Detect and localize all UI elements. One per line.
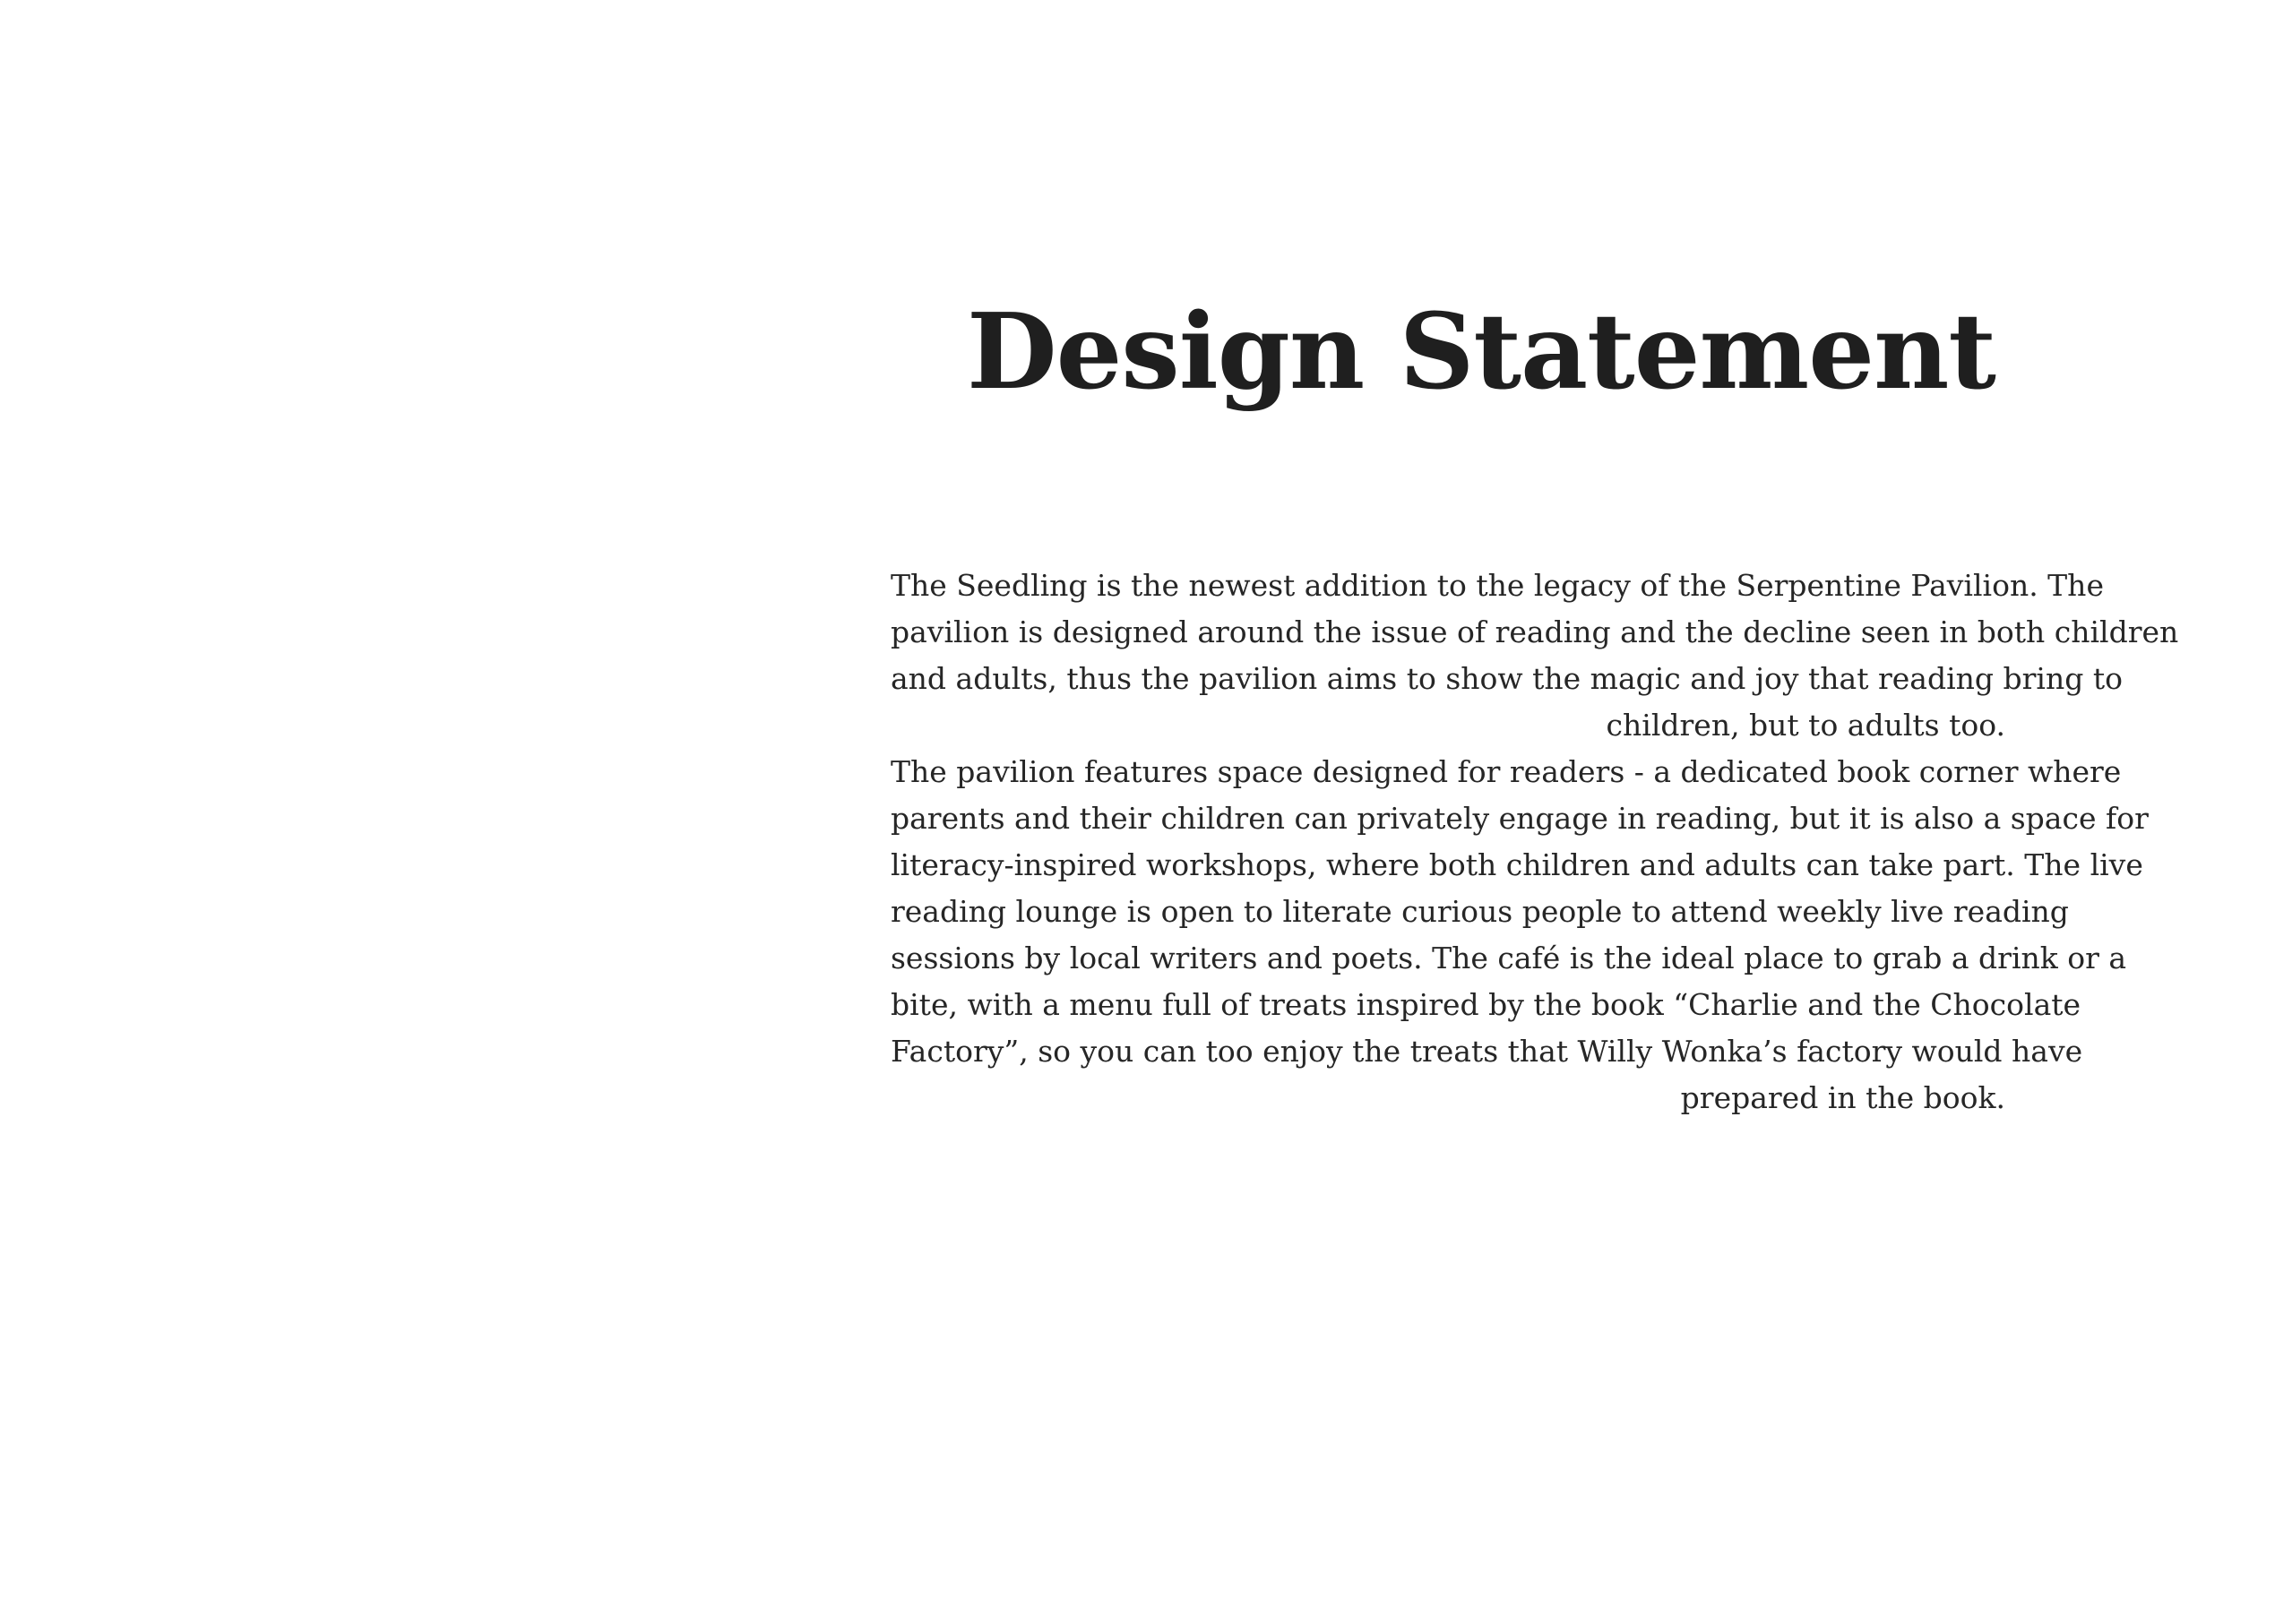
body-line: Factory”, so you can too enjoy the treats that Willy Wonka’s factory would have	[891, 1034, 2083, 1069]
body-line: reading lounge is open to literate curious people to attend weekly live reading	[891, 894, 2069, 929]
body-line: bite, with a menu full of treats inspired by the book “Charlie and the Chocolate	[891, 987, 2081, 1022]
body-line: sessions by local writers and poets. The café is the ideal place to grab a drink or a	[891, 941, 2127, 975]
body-line: The Seedling is the newest addition to the legacy of the Serpentine Pavilion. The	[891, 568, 2104, 603]
design-statement-body	[891, 563, 2179, 1121]
body-line: prepared in the book.	[1680, 1080, 2005, 1115]
body-line: parents and their children can privately engage in reading, but it is also a space for	[891, 801, 2149, 836]
page-title: Design Statement	[967, 291, 1995, 413]
body-line: The pavilion features space designed for readers - a dedicated book corner where	[891, 754, 2122, 789]
body-line: children, but to adults too.	[1606, 708, 2005, 743]
body-line: literacy-inspired workshops, where both children and adults can take part. The live	[891, 847, 2143, 882]
body-line: and adults, thus the pavilion aims to show the magic and joy that reading bring to	[891, 661, 2123, 696]
body-line: pavilion is designed around the issue of reading and the decline seen in both children	[891, 614, 2179, 649]
